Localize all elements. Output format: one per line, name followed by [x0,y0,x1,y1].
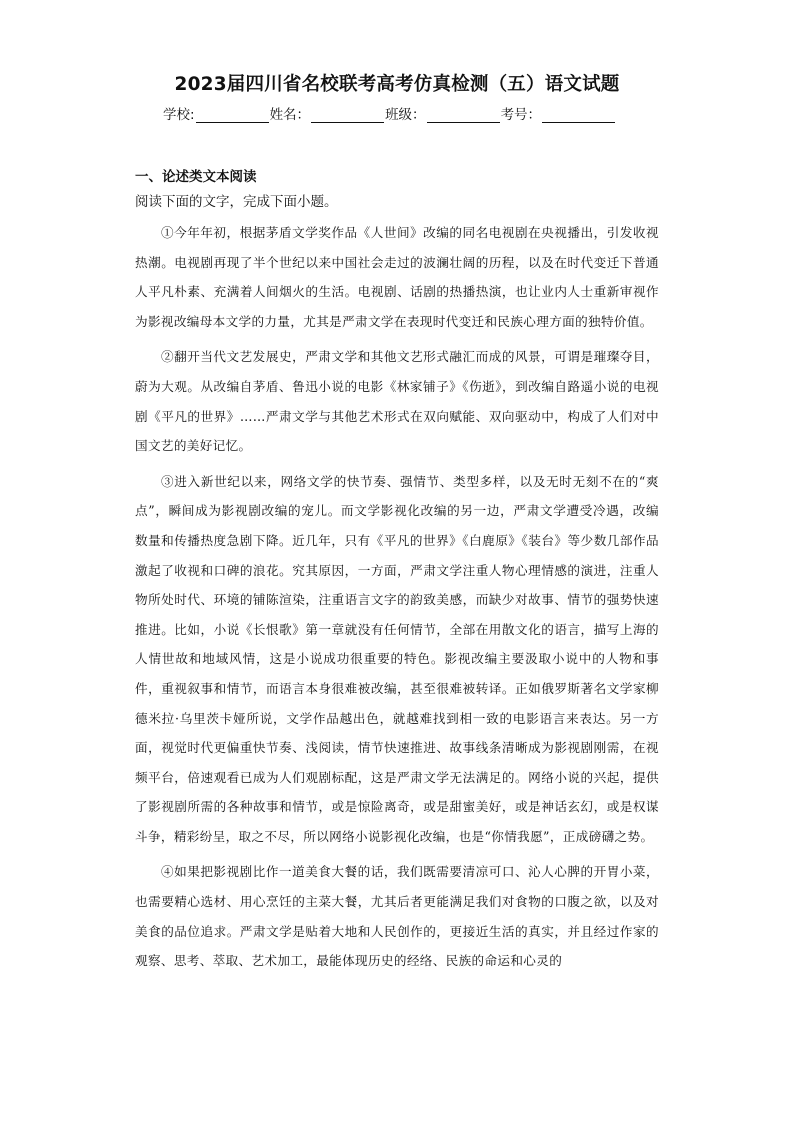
student-info-line [163,103,616,123]
section-heading: 一、论述类文本阅读 [135,169,257,185]
paragraph-1: ①今年年初，根据茅盾文学奖作品《人世间》改编的同名电视剧在央视播出，引发收视热潮。电视剧再现了半个世纪以来中国社会走过的波澜壮阔的历程，以及在时代变迁下普通人平凡朴素、充满着人间烟火的生活。电视剧、话剧的热播热演，也让业内人士重新审视作为影视改编母本文学的力量，尤其是严肃文学在表现时代变迁和民族心理方面的独特价值。 [135,225,659,329]
page-title: 2023届四川省名校联考高考仿真检测（五）语文试题 [174,74,620,95]
reading-passage [135,218,659,976]
class-blank [427,108,500,123]
school-blank [196,108,269,123]
class-label: 班级： [385,107,426,123]
name-label: 姓名： [269,107,311,123]
exam-number-blank [542,108,615,123]
paragraph-2: ②翻开当代文艺发展史，严肃文学和其他文艺形式融汇而成的风景，可谓是璀璨夺目，蔚为大观。从改编自茅盾、鲁迅小说的电影《林家铺子》《伤逝》，到改编自路遥小说的电视剧《平凡的世界》……严肃文学与其他艺术形式在双向赋能、双向驱动中，构成了人们对中国文艺的美好记忆。 [135,349,659,454]
paragraph-4: ④如果把影视剧比作一道美食大餐的话，我们既需要清凉可口、沁人心脾的开胃小菜，也需要精心选材、用心烹饪的主菜大餐，尤其后者更能满足我们对食物的口腹之欲，以及对美食的品位追求。严肃文学是贴着大地和人民创作的，更接近生活的真实，并且经过作家的观察、思考、萃取、艺术加工，最能体现历史的经络、民族的命运和心灵的 [135,864,659,969]
name-blank [311,108,384,123]
paragraph-3: ③进入新世纪以来，网络文学的快节奏、强情节、类型多样，以及无时无刻不在的“爽点”，瞬间成为影视剧改编的宠儿。而文学影视化改编的另一边，严肃文学遭受冷遇，改编数量和传播热度急剧下降。近几年，只有《平凡的世界》《白鹿原》《装台》等少数几部作品激起了收视和口碑的浪花。究其原因，一方面，严肃文学注重人物心理情感的演进，注重人物所处时代、环境的铺陈渲染，注重语言文字的韵致美感，而缺少对故事、情节的强势快速推进。比如，小说《长恨歌》第一章就没有任何情节，全部在用散文化的语言，描写上海的人情世故和地域风情，这是小说成功很重要的特色。影视改编主要汲取小说中的人物和事件，重视叙事和情节，而语言本身很难被改编，甚至很难被转译。正如俄罗斯著名文学家柳德米拉·乌里茨卡娅所说，文学作品越出色，就越难找到相一致的电影语言来表达。另一方面，视觉时代更偏重快节奏、浅阅读，情节快速推进、故事线条清晰成为影视剧刚需，在视频平台，倍速观看已成为人们观剧标配，这是严肃文学无法满足的。网络小说的兴起，提供了影视剧所需的各种故事和情节，或是惊险离奇，或是甜蜜美好，或是神话玄幻，或是权谋斗争，精彩纷呈，取之不尽，所以网络小说影视化改编，也是“你情我愿”，正成磅礴之势。 [135,473,659,844]
exam-number-label: 考号： [500,107,542,123]
reading-instruction: 阅读下面的文字，完成下面小题。 [135,194,338,210]
school-label: 学校: [163,107,195,123]
